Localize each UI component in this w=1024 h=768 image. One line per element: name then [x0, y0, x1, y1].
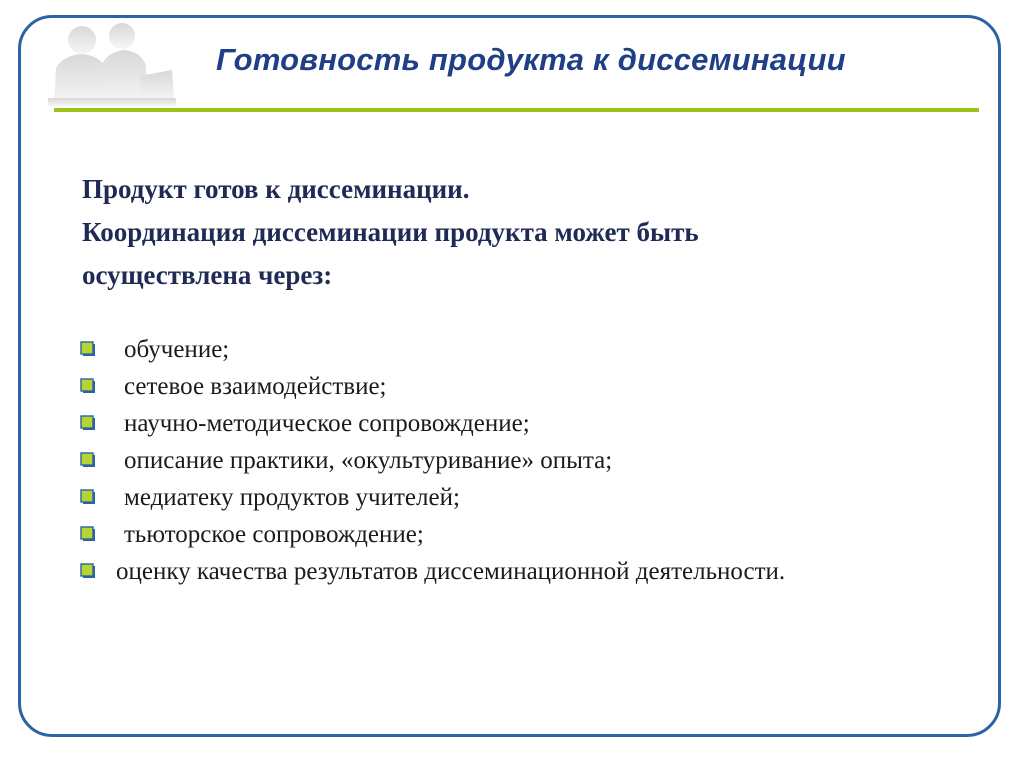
- list-item: [78, 405, 978, 442]
- slide-title: Готовность продукта к диссеминации: [216, 42, 846, 77]
- checkbox-bullet-icon: [80, 452, 95, 467]
- intro-text: [82, 168, 942, 297]
- list-item: [78, 479, 978, 516]
- checkbox-bullet-icon: [80, 489, 95, 504]
- list-item-text: научно-методическое сопровождение;: [124, 410, 530, 437]
- checkbox-bullet-icon: [80, 378, 95, 393]
- checkbox-bullet-icon: [80, 526, 95, 541]
- list-item-text: сетевое взаимодействие;: [124, 373, 387, 400]
- list-item: [78, 442, 978, 479]
- list-item: [78, 516, 978, 553]
- list-item: [78, 331, 978, 368]
- list-item: [78, 553, 978, 590]
- checkbox-bullet-icon: [80, 563, 95, 578]
- intro-line: Продукт готов к диссеминации.: [82, 174, 470, 204]
- people-silhouette-icon: [44, 18, 176, 106]
- title-underline: [54, 108, 979, 112]
- list-item-text: описание практики, «окультуривание» опыта;: [124, 447, 613, 474]
- intro-line: Координация диссеминации продукта может быть: [82, 217, 699, 247]
- bullet-list: [78, 331, 978, 590]
- intro-line: осуществлена через:: [82, 260, 333, 290]
- list-item-text: медиатеку продуктов учителей;: [124, 484, 460, 511]
- checkbox-bullet-icon: [80, 341, 95, 356]
- list-item-text: оценку качества результатов диссеминационной деятельности.: [116, 558, 786, 585]
- list-item-text: тьюторское сопровождение;: [124, 521, 424, 548]
- checkbox-bullet-icon: [80, 415, 95, 430]
- list-item: [78, 368, 978, 405]
- list-item-text: обучение;: [124, 336, 230, 363]
